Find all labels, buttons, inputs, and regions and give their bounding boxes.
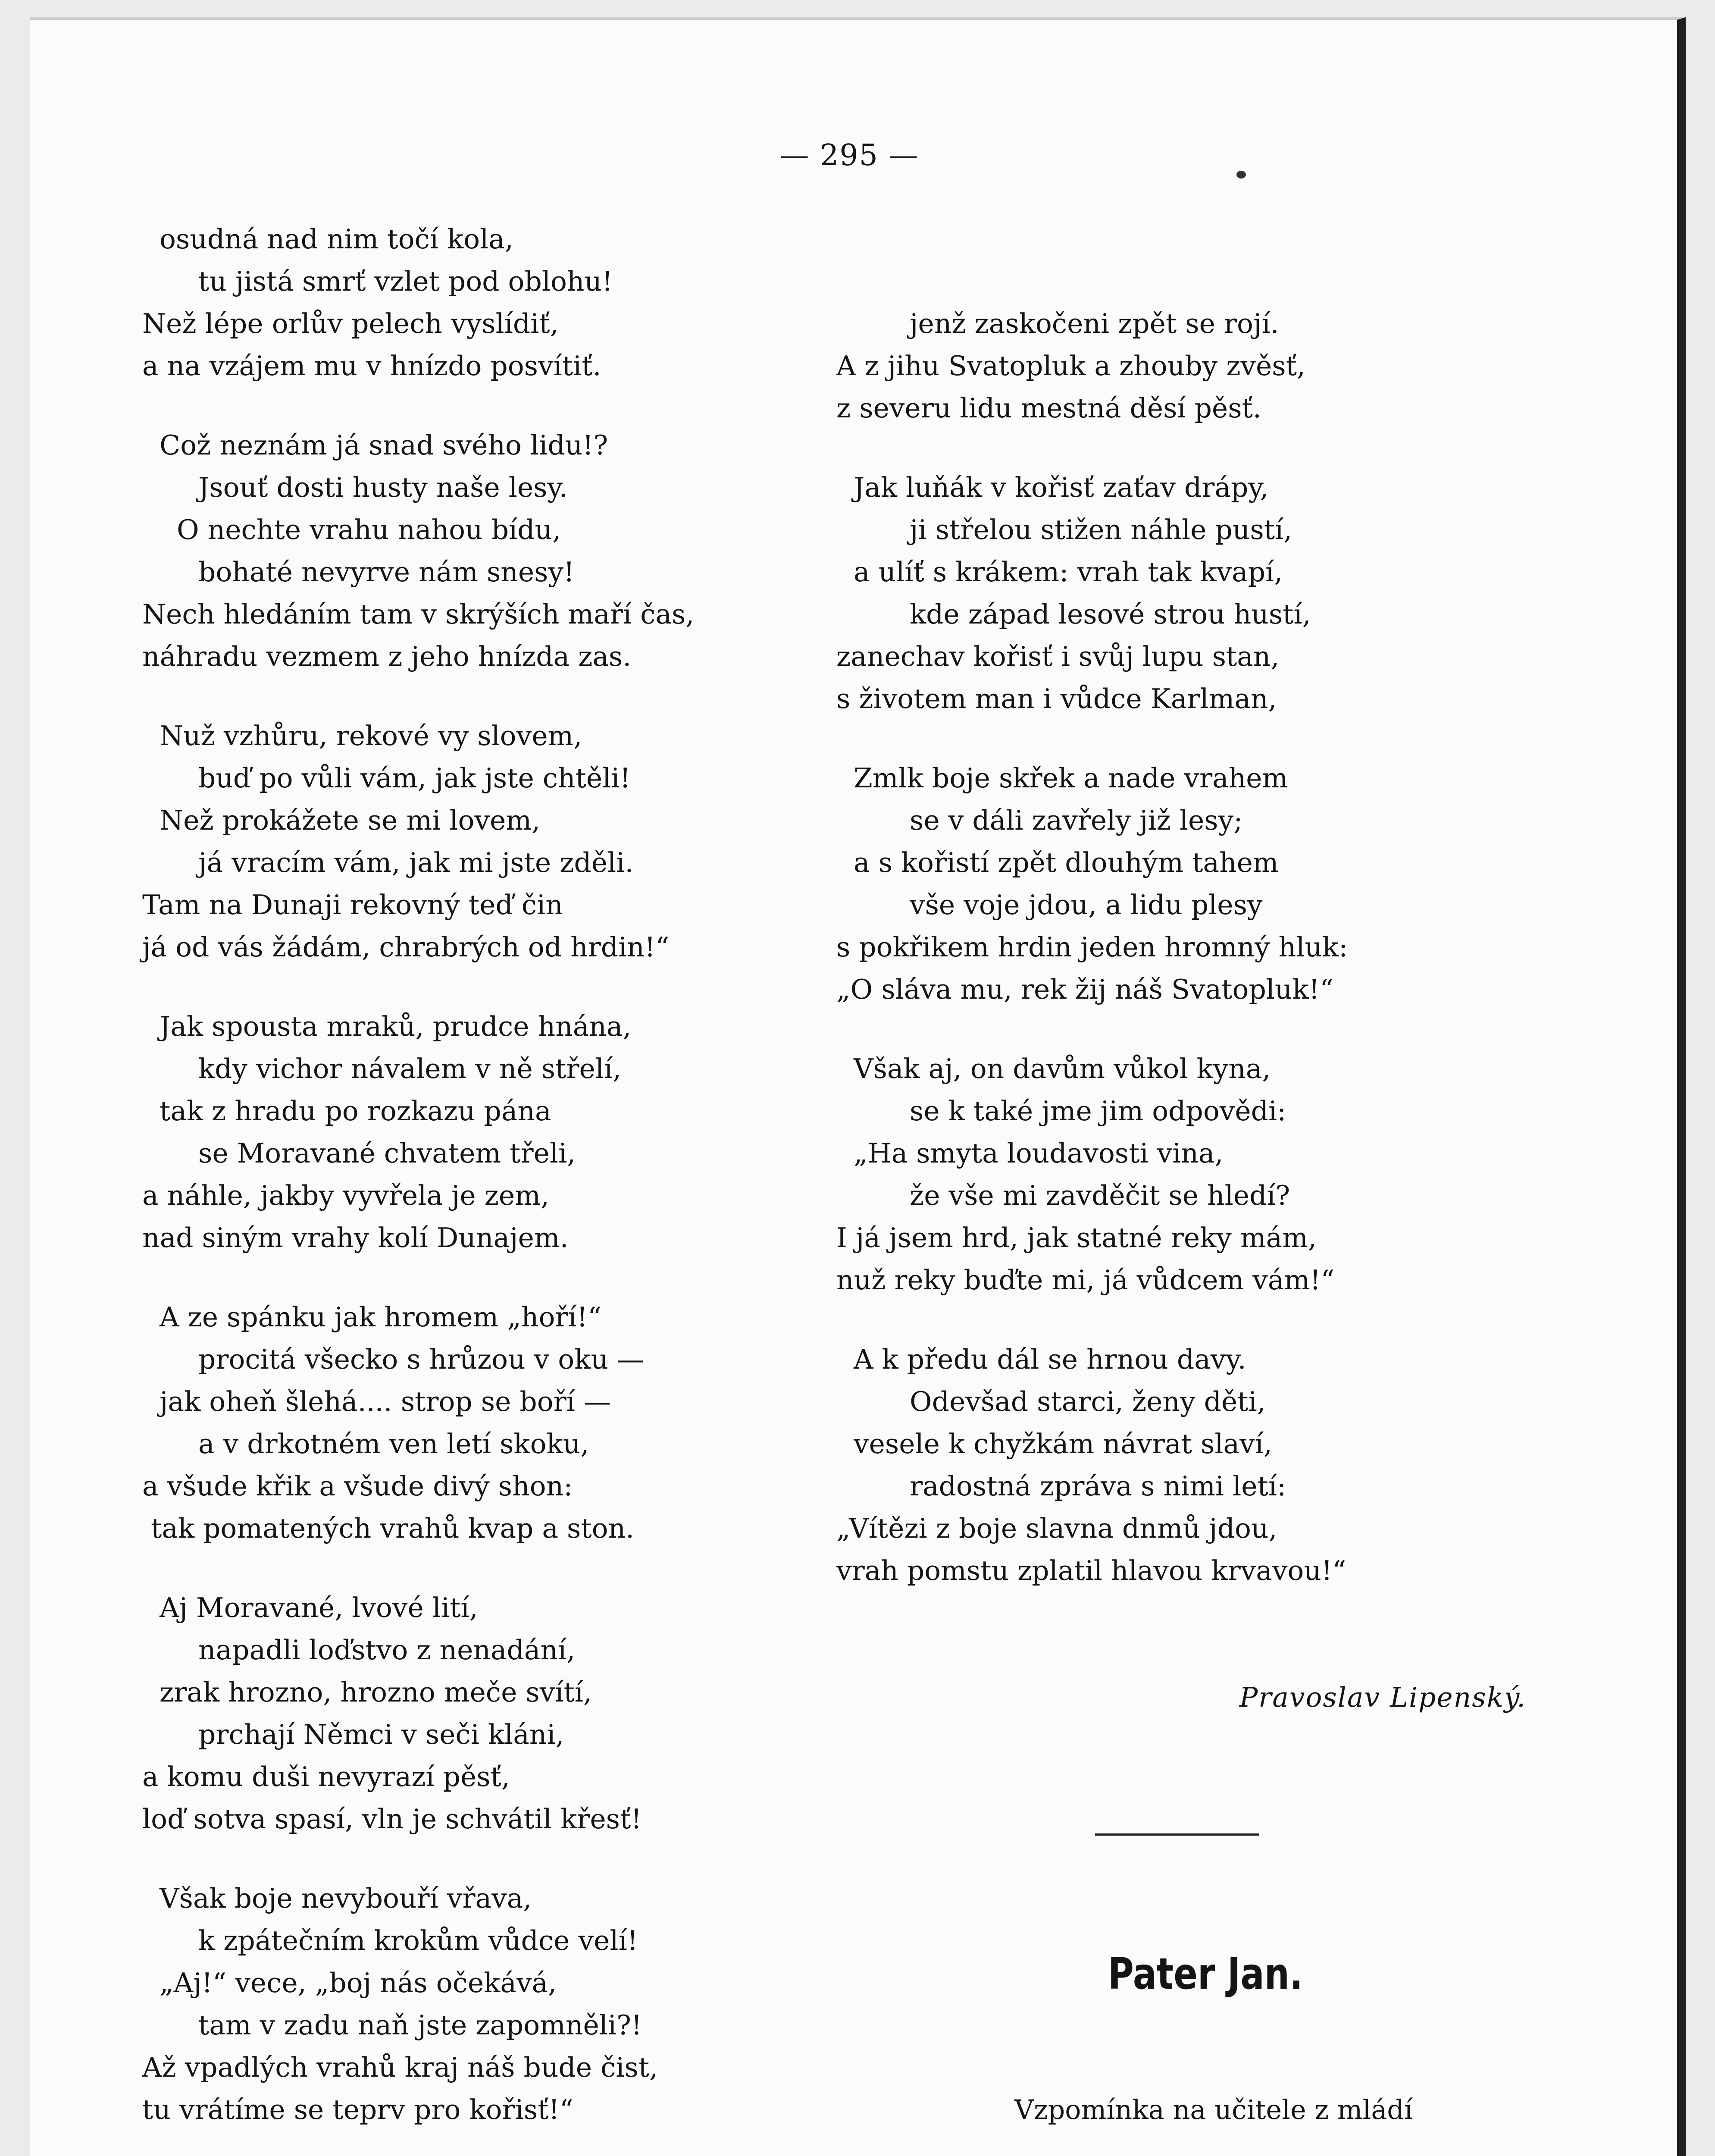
poem-line: A ze spánku jak hromem „hoří!“	[160, 1301, 602, 1333]
poem-line: Než prokážete se mi lovem,	[160, 805, 541, 836]
right-column	[823, 218, 1552, 2156]
poem-stanza	[823, 1338, 1552, 1592]
poem-line: já vracím vám, jak mi jste zděli.	[198, 847, 634, 878]
poem-line: Zmlk boje skřek a nade vrahem	[854, 762, 1288, 794]
poem-stanza	[142, 218, 811, 387]
poem-signature: Pravoslav Lipenský.	[1239, 1682, 1526, 1713]
poem-line: já od vás žádám, chrabrých od hrdin!“	[142, 931, 670, 963]
poem-line: s životem man i vůdce Karlman,	[836, 683, 1277, 714]
poem-line: a ulíť s krákem: vrah tak kvapí,	[854, 556, 1283, 588]
poem-line: prchají Němci v seči kláni,	[198, 1719, 564, 1750]
poem-line: I já jsem hrd, jak statné reky mám,	[836, 1222, 1317, 1253]
poem-line: tak z hradu po rozkazu pána	[160, 1095, 551, 1127]
poem-line: náhradu vezmem z jeho hnízda zas.	[142, 641, 632, 672]
poem-line: a komu duši nevyrazí pěsť,	[142, 1761, 510, 1792]
poem-stanza	[142, 1296, 811, 1550]
poem-line: vše voje jdou, a lidu plesy	[910, 889, 1263, 921]
poem-line: zrak hrozno, hrozno meče svítí,	[160, 1677, 592, 1708]
poem-stanza	[823, 1048, 1552, 1301]
article-subtitle: Vzpomínka na učitele z mládí	[1014, 2094, 1413, 2125]
poem-line: nad siným vrahy kolí Dunajem.	[142, 1222, 569, 1253]
poem-line: Nech hledáním tam v skrýších maří čas,	[142, 599, 695, 630]
poem-line: a v drkotném ven letí skoku,	[198, 1428, 589, 1460]
poem-line: Aj Moravané, lvové lití,	[160, 1592, 478, 1623]
poem-stanza	[142, 424, 811, 678]
poem-line: buď po vůli vám, jak jste chtěli!	[198, 762, 631, 794]
poem-line: a s kořistí zpět dlouhým tahem	[854, 847, 1279, 878]
poem-line: „Aj!“ vece, „boj nás očekává,	[160, 1967, 557, 1999]
poem-stanza	[823, 757, 1552, 1011]
poem-line: bohaté nevyrve nám snesy!	[198, 556, 575, 588]
poem-line: Odevšad starci, ženy děti,	[910, 1386, 1266, 1417]
poem-line: Však aj, on davům vůkol kyna,	[854, 1053, 1271, 1084]
poem-line: „Vítězi z boje slavna dnmů jdou,	[836, 1513, 1277, 1544]
poem-line: tak pomatených vrahů kvap a ston.	[151, 1513, 635, 1544]
poem-line: z severu lidu mestná děsí pěsť.	[836, 392, 1261, 424]
poem-line: jak oheň šlehá.... strop se boří —	[160, 1386, 611, 1417]
poem-line: O nechte vrahu nahou bídu,	[177, 514, 561, 545]
poem-line: a všude křik a všude divý shon:	[142, 1470, 573, 1502]
poem-line: tu vrátíme se teprv pro kořisť!“	[142, 2094, 573, 2125]
poem-line: kdy vichor návalem v ně střelí,	[198, 1053, 622, 1084]
poem-line: Tam na Dunaji rekovný teď čin	[142, 889, 563, 921]
poem-line: procitá všecko s hrůzou v oku —	[198, 1344, 644, 1375]
poem-line: nuž reky buďte mi, já vůdcem vám!“	[836, 1264, 1335, 1296]
poem-line: k zpátečním krokům vůdce velí!	[198, 1925, 638, 1956]
poem-line: jenž zaskočeni zpět se rojí.	[910, 308, 1279, 339]
poem-line: Až vpadlých vrahů kraj náš bude čist,	[142, 2052, 658, 2083]
poem-continuation	[823, 303, 1552, 1592]
poem-line: a na vzájem mu v hnízdo posvítiť.	[142, 350, 601, 382]
poem-line: Však boje nevybouří vřava,	[160, 1883, 532, 1914]
poem-line: Jak spousta mraků, prudce hnána,	[160, 1011, 632, 1042]
poem-line: s pokřikem hrdin jeden hromný hluk:	[836, 931, 1348, 963]
article-title: Pater Jan.	[1108, 1949, 1303, 1999]
poem-line: Jak luňák v kořisť zaťav drápy,	[854, 472, 1269, 503]
page-sheet	[30, 17, 1686, 2156]
poem-stanza	[142, 1006, 811, 1259]
poem-line: Nuž vzhůru, rekové vy slovem,	[160, 720, 582, 752]
poem-line: se v dáli zavřely již lesy;	[910, 805, 1243, 836]
poem-line: A k předu dál se hrnou davy.	[854, 1344, 1246, 1375]
left-column	[142, 218, 811, 2156]
poem-line: napadli loďstvo z nenadání,	[198, 1634, 576, 1666]
poem-line: se k také jme jim odpovědi:	[910, 1095, 1286, 1127]
poem-stanza	[142, 715, 811, 968]
poem-stanza	[142, 1877, 811, 2131]
poem-line: radostná zpráva s nimi letí:	[910, 1470, 1286, 1502]
poem-line: kde západ lesové strou hustí,	[910, 599, 1311, 630]
poem-line: tam v zadu naň jste zapomněli?!	[198, 2009, 642, 2041]
poem-line: „Ha smyta loudavosti vina,	[854, 1138, 1224, 1169]
poem-line: tu jistá smrť vzlet pod oblohu!	[198, 266, 613, 297]
poem-line: osudná nad nim točí kola,	[160, 223, 513, 255]
poem-line: že vše mi zavděčit se hledí?	[910, 1180, 1290, 1211]
poem-line: loď sotva spasí, vln je schvátil křesť!	[142, 1803, 642, 1835]
poem-stanza	[823, 467, 1552, 720]
poem-line: se Moravané chvatem třeli,	[198, 1138, 576, 1169]
poem-line: vesele k chyžkám návrat slaví,	[854, 1428, 1272, 1460]
poem-line: Než lépe orlův pelech vyslídiť,	[142, 308, 559, 339]
poem-line: Což neznám já snad svého lidu!?	[160, 429, 608, 461]
print-speck	[1236, 171, 1246, 179]
poem-line: vrah pomstu zplatil hlavou krvavou!“	[836, 1555, 1346, 1586]
poem-line: Jsouť dosti husty naše lesy.	[198, 472, 568, 503]
section-divider	[1095, 1833, 1259, 1836]
page-number: — 295 —	[779, 138, 919, 172]
poem-stanza	[823, 303, 1552, 429]
poem-line: A z jihu Svatopluk a zhouby zvěsť,	[836, 350, 1305, 382]
poem-line: a náhle, jakby vyvřela je zem,	[142, 1180, 549, 1211]
poem-stanza	[142, 1587, 811, 1840]
poem-line: zanechav kořisť i svůj lupu stan,	[836, 641, 1280, 672]
poem-line: „O sláva mu, rek žij náš Svatopluk!“	[836, 974, 1334, 1005]
poem-line: ji střelou stižen náhle pustí,	[910, 514, 1293, 545]
